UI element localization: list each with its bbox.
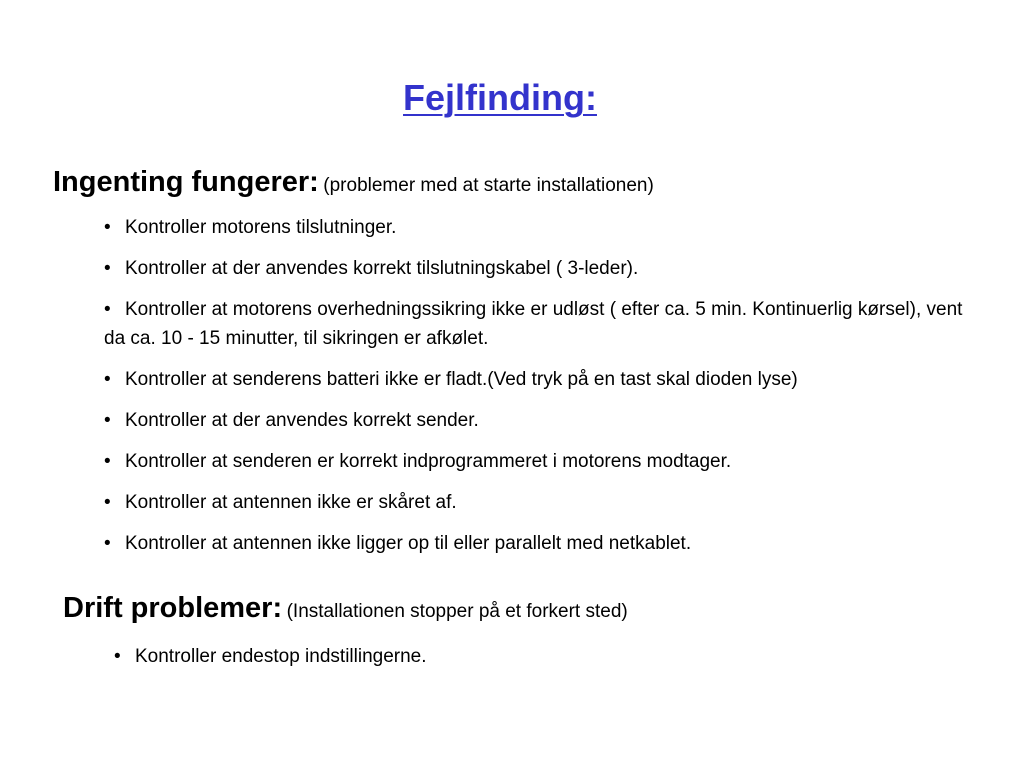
list-item bbox=[104, 365, 984, 394]
bullet-dot: • bbox=[104, 217, 111, 238]
list-item bbox=[104, 254, 984, 283]
bullet-dot: • bbox=[104, 258, 111, 279]
slide-title: Fejlfinding: bbox=[403, 77, 597, 118]
bullet-dot: • bbox=[104, 533, 111, 554]
list-item-text: Kontroller at antennen ikke er skåret af. bbox=[125, 492, 457, 513]
section-heading-note: (problemer med at starte installationen) bbox=[323, 175, 654, 196]
bullet-dot: • bbox=[114, 646, 121, 667]
section-heading-ingenting-fungerer bbox=[53, 164, 654, 205]
list-item bbox=[104, 406, 984, 435]
section-heading-drift-problemer bbox=[63, 590, 628, 631]
list-item bbox=[114, 642, 974, 671]
bullet-list-ingenting-fungerer bbox=[104, 213, 984, 570]
list-item-text: Kontroller at der anvendes korrekt tilslutningskabel ( 3-leder). bbox=[125, 258, 639, 279]
bullet-dot: • bbox=[104, 492, 111, 513]
list-item-text: Kontroller motorens tilslutninger. bbox=[125, 217, 397, 238]
list-item-text: Kontroller at motorens overhedningssikring ikke er udløst ( efter ca. 5 min. Kontinuerlig kørsel), vent da ca. 10 - 15 minutter, til sikringen er afkølet. bbox=[104, 299, 963, 349]
bullet-dot: • bbox=[104, 410, 111, 431]
list-item bbox=[104, 488, 984, 517]
section-heading-text: Drift problemer: bbox=[63, 592, 283, 624]
bullet-dot: • bbox=[104, 369, 111, 390]
bullet-list-drift-problemer bbox=[114, 642, 974, 683]
bullet-dot: • bbox=[104, 299, 111, 320]
list-item-text: Kontroller at der anvendes korrekt sender. bbox=[125, 410, 479, 431]
list-item bbox=[104, 295, 984, 353]
bullet-dot: • bbox=[104, 451, 111, 472]
list-item bbox=[104, 213, 984, 242]
list-item bbox=[104, 447, 984, 476]
section-heading-note: (Installationen stopper på et forkert sted) bbox=[286, 601, 628, 622]
section-heading-text: Ingenting fungerer: bbox=[53, 166, 319, 198]
list-item-text: Kontroller at antennen ikke ligger op til eller parallelt med netkablet. bbox=[125, 533, 692, 554]
list-item-text: Kontroller at senderens batteri ikke er fladt.(Ved tryk på en tast skal dioden lyse) bbox=[125, 369, 798, 390]
list-item bbox=[104, 529, 984, 558]
list-item-text: Kontroller endestop indstillingerne. bbox=[135, 646, 427, 667]
list-item-text: Kontroller at senderen er korrekt indprogrammeret i motorens modtager. bbox=[125, 451, 732, 472]
